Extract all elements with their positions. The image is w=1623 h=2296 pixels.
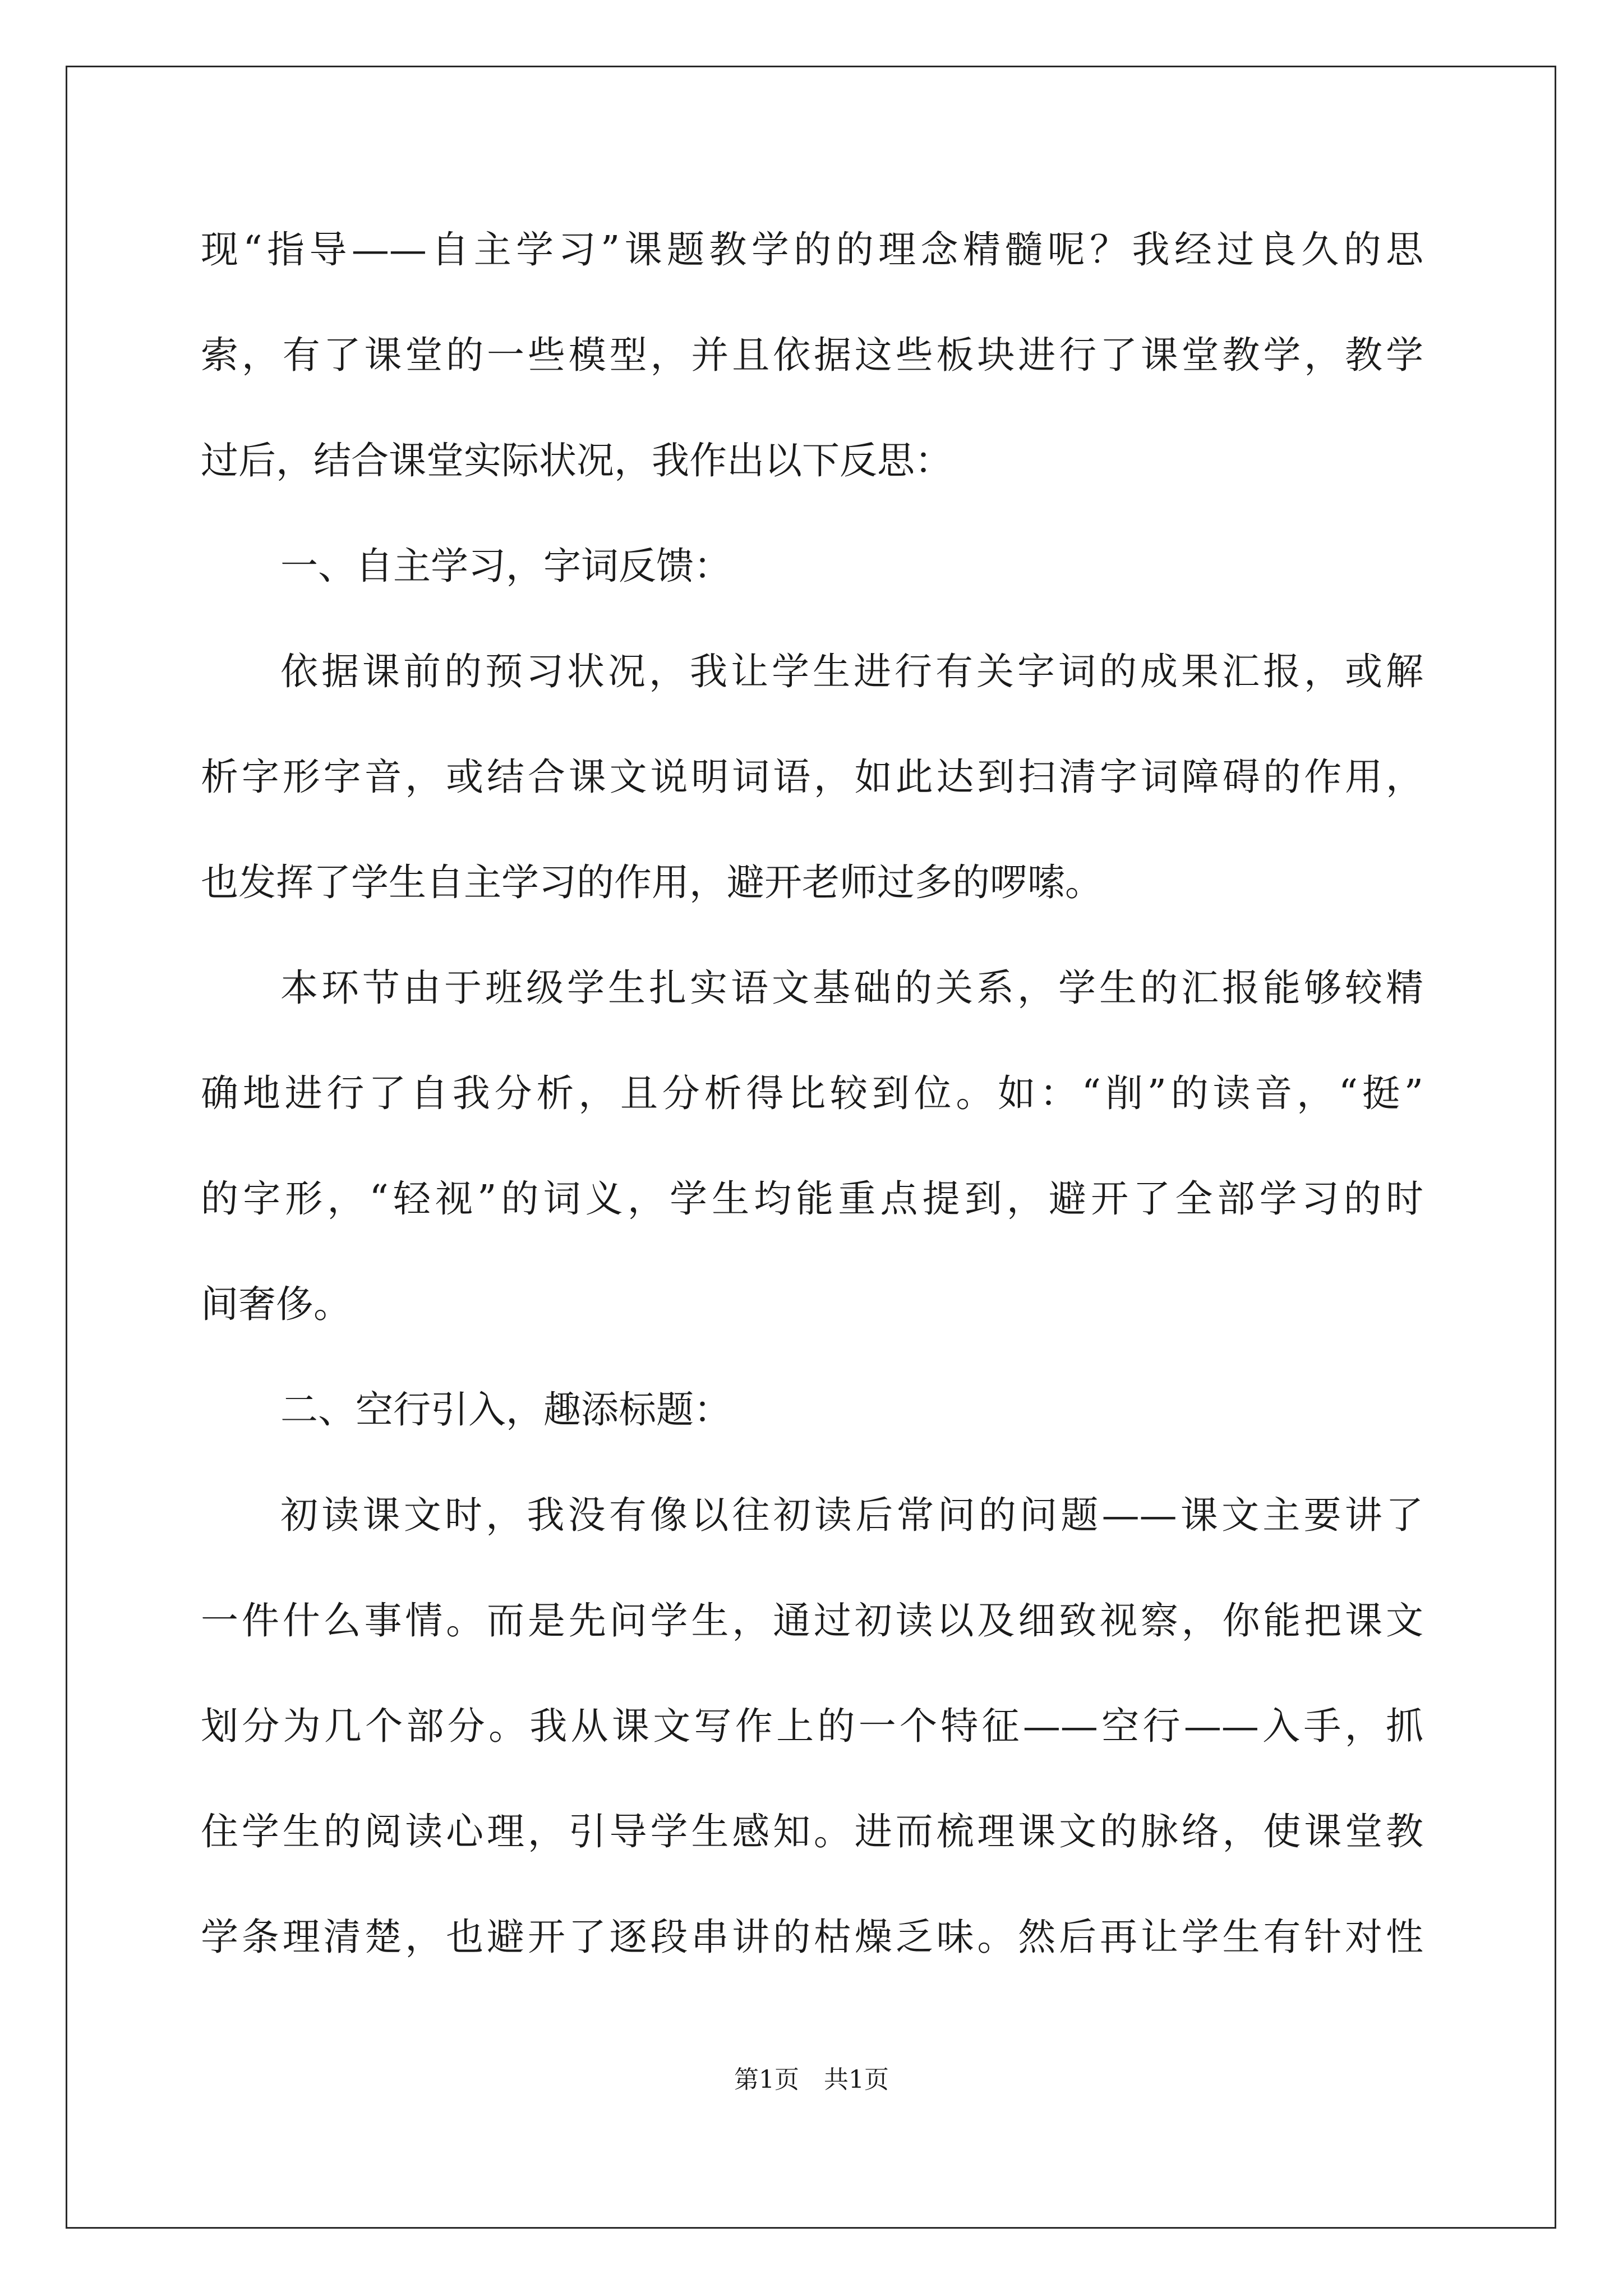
text-line: 过后，结合课堂实际状况，我作出以下反思：: [201, 439, 952, 482]
document-body: [201, 222, 1423, 2014]
text-line: 也发挥了学生自主学习的作用，避开老师过多的啰嗦。: [201, 861, 1103, 904]
text-line: 学条理清楚，也避开了逐段串讲的枯燥乏味。然后再让学生有针对性: [201, 1915, 1423, 1959]
text-line: 本环节由于班级学生扎实语文基础的关系，学生的汇报能够较精: [280, 966, 1423, 1010]
text-line: 的字形，“轻视”的词义，学生均能重点提到，避开了全部学习的时: [201, 1177, 1423, 1221]
text-line: 现“指导——自主学习”课题教学的的理念精髓呢？我经过良久的思: [201, 228, 1423, 272]
text-line: 二、空行引入，趣添标题：: [280, 1388, 731, 1432]
text-line: 间奢侈。: [201, 1282, 351, 1326]
page-footer: 第1页 共1页: [734, 2065, 889, 2094]
text-line: 析字形字音，或结合课文说明词语，如此达到扫清字词障碍的作用，: [201, 755, 1423, 799]
text-line: 初读课文时，我没有像以往初读后常问的问题——课文主要讲了: [280, 1493, 1423, 1537]
text-line: 一件什么事情。而是先问学生，通过初读以及细致视察，你能把课文: [201, 1599, 1423, 1642]
text-line: 住学生的阅读心理，引导学生感知。进而梳理课文的脉络，使课堂教: [201, 1810, 1423, 1853]
text-line: 索，有了课堂的一些模型，并且依据这些板块进行了课堂教学，教学: [201, 333, 1423, 377]
text-line: 依据课前的预习状况，我让学生进行有关字词的成果汇报，或解: [280, 650, 1423, 693]
text-line: 划分为几个部分。我从课文写作上的一个特征——空行——入手，抓: [201, 1704, 1423, 1748]
text-line: 确地进行了自我分析，且分析得比较到位。如：“削”的读音，“挺”: [201, 1071, 1423, 1115]
text-line: 一、自主学习，字词反馈：: [280, 544, 731, 588]
